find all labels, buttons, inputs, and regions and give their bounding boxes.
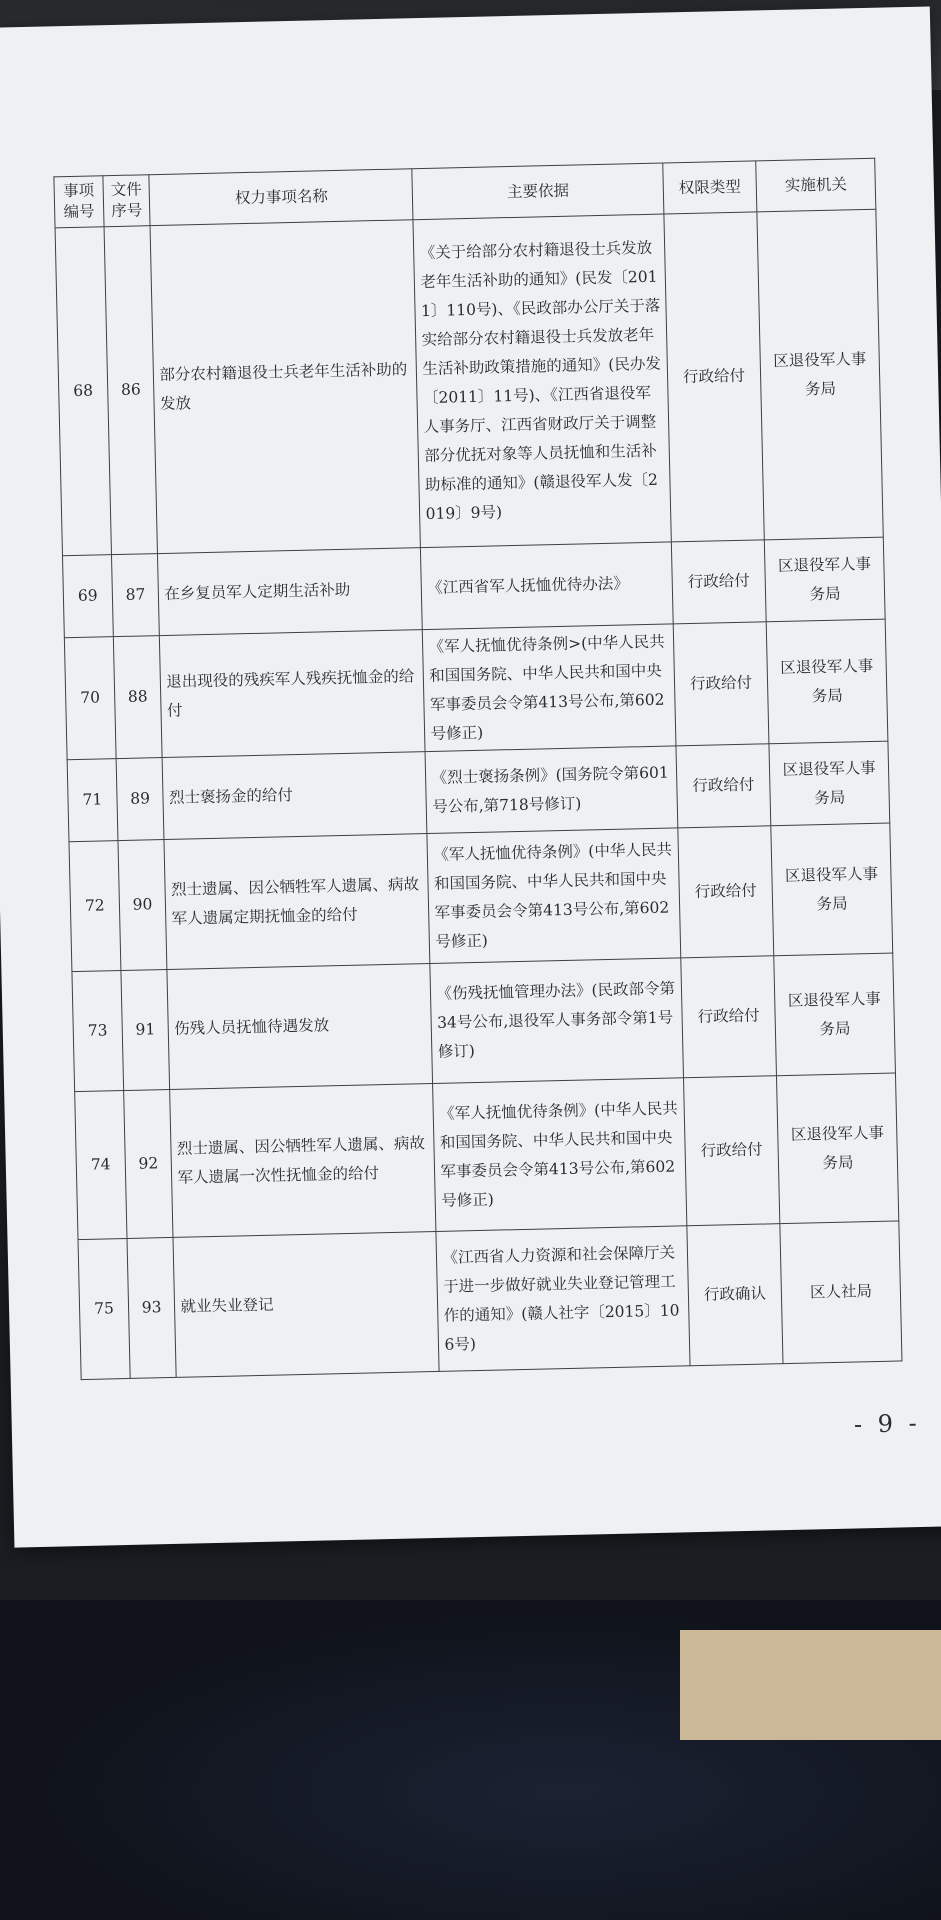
type-cell: 行政给付 bbox=[683, 1076, 780, 1226]
powers-table bbox=[53, 158, 902, 1380]
file-no-cell: 90 bbox=[118, 840, 168, 971]
item-no-cell: 70 bbox=[64, 637, 116, 760]
item-no-cell: 75 bbox=[78, 1238, 130, 1379]
basis-cell: 《军人抚恤优待条例》(中华人民共和国国务院、中华人民共和国中央军事委员会令第413号公布,第602号修正) bbox=[433, 1078, 687, 1232]
agency-cell: 区退役军人事务局 bbox=[764, 537, 885, 622]
basis-cell: 《关于给部分农村籍退役士兵发放老年生活补助的通知》(民发〔2011〕110号)、《民政部办公厅关于落实给部分农村籍退役士兵发放老年生活补助政策措施的通知》(民办发〔2011〕11号)、《江西省退役军人事务厅、江西省财政厅关于调整部分优抚对象等人员抚恤和生活补助标准的通知》(赣退役军人发〔2019〕9号) bbox=[413, 214, 671, 548]
table-row bbox=[69, 823, 893, 972]
table-row bbox=[72, 953, 896, 1092]
agency-cell: 区退役军人事务局 bbox=[774, 953, 896, 1076]
item-no-cell: 71 bbox=[67, 759, 118, 842]
type-cell: 行政确认 bbox=[687, 1224, 783, 1366]
name-cell: 退出现役的残疾军人残疾抚恤金的给付 bbox=[160, 630, 426, 758]
header-file-no: 文件序号 bbox=[103, 175, 151, 227]
file-no-cell: 87 bbox=[111, 554, 160, 637]
background-surface bbox=[680, 1630, 941, 1740]
agency-cell: 区人社局 bbox=[780, 1221, 902, 1364]
header-name: 权力事项名称 bbox=[149, 169, 413, 226]
type-cell: 行政给付 bbox=[681, 956, 777, 1078]
file-no-cell: 86 bbox=[104, 226, 158, 555]
name-cell: 烈士褒扬金的给付 bbox=[163, 752, 428, 840]
type-cell: 行政给付 bbox=[676, 744, 771, 828]
table-row bbox=[55, 209, 883, 556]
name-cell: 部分农村籍退役士兵老年生活补助的发放 bbox=[150, 220, 420, 554]
agency-cell: 区退役军人事务局 bbox=[769, 741, 890, 826]
table-row bbox=[78, 1221, 902, 1380]
item-no-cell: 69 bbox=[62, 555, 113, 638]
item-no-cell: 72 bbox=[69, 841, 121, 972]
basis-cell: 《烈士褒扬条例》(国务院令第601号公布,第718号修订) bbox=[426, 746, 678, 834]
name-cell: 烈士遗属、因公牺牲军人遗属、病故军人遗属一次性抚恤金的给付 bbox=[170, 1083, 436, 1237]
agency-cell: 区退役军人事务局 bbox=[777, 1073, 899, 1224]
document-page bbox=[0, 6, 941, 1547]
basis-cell: 《军人抚恤优待条例》(中华人民共和国国务院、中华人民共和国中央军事委员会令第413号公布,第602号修正) bbox=[427, 828, 680, 964]
agency-cell: 区退役军人事务局 bbox=[766, 619, 888, 744]
basis-cell: 《军人抚恤优待条例>(中华人民共和国国务院、中华人民共和国中央军事委员会令第413号公布,第602号修正) bbox=[423, 624, 676, 752]
agency-cell: 区退役军人事务局 bbox=[771, 823, 893, 956]
type-cell: 行政给付 bbox=[671, 540, 766, 624]
name-cell: 伤残人员抚恤待遇发放 bbox=[167, 964, 433, 1090]
file-no-cell: 88 bbox=[113, 636, 162, 759]
type-cell: 行政给付 bbox=[673, 622, 769, 746]
name-cell: 就业失业登记 bbox=[173, 1231, 439, 1377]
basis-cell: 《江西省人力资源和社会保障厅关于进一步做好就业失业登记管理工作的通知》(赣人社字〔2015〕106号) bbox=[436, 1226, 689, 1372]
file-no-cell: 91 bbox=[121, 969, 170, 1090]
table-row bbox=[64, 619, 888, 760]
name-cell: 在乡复员军人定期生活补助 bbox=[158, 548, 423, 636]
item-no-cell: 68 bbox=[55, 227, 111, 556]
page-number: - 9 - bbox=[853, 1409, 921, 1439]
agency-cell: 区退役军人事务局 bbox=[757, 209, 883, 540]
file-no-cell: 89 bbox=[116, 758, 165, 841]
type-cell: 行政给付 bbox=[678, 826, 774, 958]
item-no-cell: 74 bbox=[75, 1091, 127, 1240]
table-row bbox=[75, 1073, 899, 1240]
header-agency: 实施机关 bbox=[756, 158, 876, 212]
basis-cell: 《伤残抚恤管理办法》(民政部令第34号公布,退役军人事务部令第1号修订) bbox=[430, 958, 683, 1084]
header-item-no: 事项编号 bbox=[54, 176, 104, 228]
header-type: 权限类型 bbox=[663, 161, 757, 214]
header-basis: 主要依据 bbox=[412, 163, 663, 220]
file-no-cell: 92 bbox=[123, 1089, 173, 1238]
item-no-cell: 73 bbox=[72, 971, 123, 1092]
name-cell: 烈士遗属、因公牺牲军人遗属、病故军人遗属定期抚恤金的给付 bbox=[164, 834, 430, 970]
type-cell: 行政给付 bbox=[664, 212, 765, 542]
file-no-cell: 93 bbox=[127, 1237, 177, 1378]
basis-cell: 《江西省军人抚恤优待办法》 bbox=[421, 542, 673, 630]
